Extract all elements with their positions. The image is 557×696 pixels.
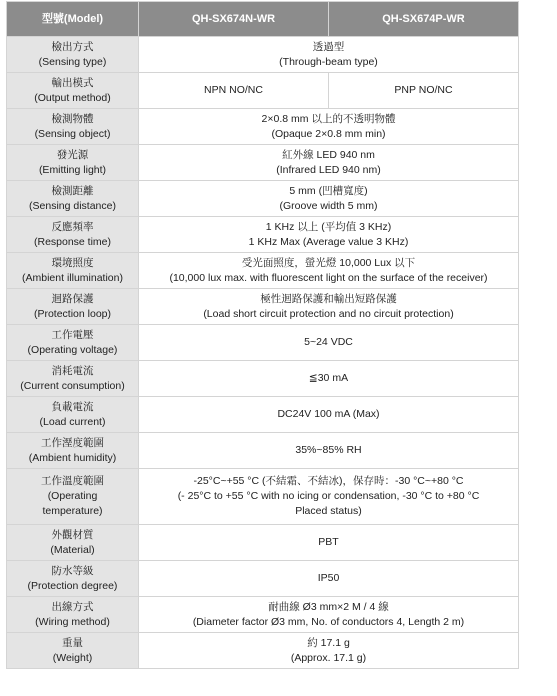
row-material xyxy=(7,525,519,561)
pnp-output-value: PNP NO/NC xyxy=(329,73,519,109)
spec-label xyxy=(7,217,139,253)
label-en: (Protection degree) xyxy=(27,579,118,592)
spec-value xyxy=(139,37,519,73)
value-en: (Diameter factor Ø3 mm, No. of conductors 4, Length 2 m) xyxy=(192,615,465,628)
spec-label xyxy=(7,561,139,597)
value-zh: 1 KHz 以上 (平均值 3 KHz) xyxy=(265,220,392,233)
label-en: (Protection loop) xyxy=(33,307,112,320)
row-protection-loop xyxy=(7,289,519,325)
value-zh: 紅外線 LED 940 nm xyxy=(282,148,375,161)
row-load-current xyxy=(7,397,519,433)
spec-label xyxy=(7,109,139,145)
spec-value: 5~24 VDC xyxy=(139,325,519,361)
spec-label xyxy=(7,145,139,181)
row-current-consumption xyxy=(7,361,519,397)
label-en: (Wiring method) xyxy=(35,615,110,628)
label-zh: 輸出模式 xyxy=(51,76,94,89)
spec-value xyxy=(139,253,519,289)
value-zh: 耐曲線 Ø3 mm×2 M / 4 線 xyxy=(268,600,389,613)
spec-value: ≦30 mA xyxy=(139,361,519,397)
value-en: (Groove width 5 mm) xyxy=(279,199,378,212)
label-zh: 工作溼度範圍 xyxy=(41,436,104,449)
value-en: 1 KHz Max (Average value 3 KHz) xyxy=(248,235,409,248)
label-zh: 工作電壓 xyxy=(51,328,94,341)
value-zh: 2×0.8 mm 以上的不透明物體 xyxy=(261,112,396,125)
label-en: (Response time) xyxy=(33,235,112,248)
label-zh: 環境照度 xyxy=(51,256,94,269)
value-en: (Infrared LED 940 nm) xyxy=(276,163,381,176)
row-weight xyxy=(7,633,519,669)
value-en: (- 25°C to +55 °C with no icing or condensation, -30 °C to +80 °C xyxy=(177,490,480,502)
spec-value: 35%~85% RH xyxy=(139,433,519,469)
label-zh: 檢測距離 xyxy=(51,184,94,197)
label-en: (Load current) xyxy=(39,415,106,428)
label-zh: 外觀材質 xyxy=(51,528,94,541)
label-en: (Ambient illumination) xyxy=(22,271,123,284)
value-en: (Opaque 2×0.8 mm min) xyxy=(271,127,386,140)
value-zh: 約 17.1 g xyxy=(307,636,350,649)
value-zh: -25°C~+55 °C (不結霜、不結冰)，保存時：-30 °C~+80 °C xyxy=(193,475,464,487)
value-zh: 5 mm (凹槽寬度) xyxy=(289,184,368,197)
spec-table xyxy=(6,1,519,669)
label-en: (Operating voltage) xyxy=(27,343,118,356)
row-ambient-humidity xyxy=(7,433,519,469)
value-zh: 極性迴路保護和輸出短路保護 xyxy=(260,292,397,305)
spec-label xyxy=(7,289,139,325)
label-zh: 檢出方式 xyxy=(51,40,94,53)
label-en: (Material) xyxy=(50,543,95,556)
label-en: (Emitting light) xyxy=(38,163,107,176)
row-operating-temperature xyxy=(7,469,519,525)
spec-label xyxy=(7,633,139,669)
label-en: (Sensing distance) xyxy=(29,199,116,212)
row-ambient-illumination xyxy=(7,253,519,289)
spec-label xyxy=(7,469,139,525)
label-zh: 迴路保護 xyxy=(51,292,94,305)
label-en: (Current consumption) xyxy=(20,379,125,392)
spec-label xyxy=(7,37,139,73)
label-zh: 發光源 xyxy=(56,148,89,161)
row-output-method xyxy=(7,73,519,109)
label-zh: 重量 xyxy=(62,636,83,649)
label-zh: 工作溫度範圍 xyxy=(41,475,104,487)
spec-value xyxy=(139,469,519,525)
value-zh: 透過型 xyxy=(312,40,345,53)
value-en: (Through-beam type) xyxy=(279,55,378,68)
row-operating-voltage xyxy=(7,325,519,361)
label-en: (Output method) xyxy=(34,91,111,104)
label-zh: 出線方式 xyxy=(51,600,94,613)
spec-value xyxy=(139,597,519,633)
npn-output-value: NPN NO/NC xyxy=(139,73,329,109)
row-sensing-object xyxy=(7,109,519,145)
header-row xyxy=(7,2,519,37)
model-header: 型號(Model) xyxy=(7,2,139,37)
spec-value xyxy=(139,109,519,145)
value-en: (Approx. 17.1 g) xyxy=(290,651,367,664)
row-sensing-type xyxy=(7,37,519,73)
spec-value xyxy=(139,181,519,217)
label-en: (Sensing object) xyxy=(34,127,111,140)
row-response-time xyxy=(7,217,519,253)
label-zh: 防水等級 xyxy=(51,564,94,577)
label-en-cont: temperature) xyxy=(42,505,103,517)
spec-value xyxy=(139,289,519,325)
label-zh: 反應頻率 xyxy=(51,220,94,233)
row-wiring-method xyxy=(7,597,519,633)
spec-label xyxy=(7,361,139,397)
label-zh: 消耗電流 xyxy=(51,364,94,377)
spec-label xyxy=(7,181,139,217)
spec-label xyxy=(7,397,139,433)
spec-label xyxy=(7,433,139,469)
label-en: (Ambient humidity) xyxy=(28,451,117,464)
label-en: (Weight) xyxy=(52,651,93,664)
row-sensing-distance xyxy=(7,181,519,217)
label-en: (Operating xyxy=(47,490,98,502)
spec-label xyxy=(7,253,139,289)
spec-value xyxy=(139,145,519,181)
spec-label xyxy=(7,73,139,109)
spec-label xyxy=(7,325,139,361)
value-en: (10,000 lux max. with fluorescent light on the surface of the receiver) xyxy=(169,271,488,284)
spec-label xyxy=(7,597,139,633)
label-en: (Sensing type) xyxy=(38,55,107,68)
model-pnp-header: QH-SX674P-WR xyxy=(329,2,519,37)
value-en-cont: Placed status) xyxy=(295,505,362,517)
value-zh: 受光面照度，螢光燈 10,000 Lux 以下 xyxy=(241,256,416,269)
label-zh: 負載電流 xyxy=(51,400,94,413)
value-en: (Load short circuit protection and no circuit protection) xyxy=(203,307,454,320)
row-emitting-light xyxy=(7,145,519,181)
spec-label xyxy=(7,525,139,561)
spec-value xyxy=(139,633,519,669)
spec-value: PBT xyxy=(139,525,519,561)
label-zh: 檢測物體 xyxy=(51,112,94,125)
spec-value: DC24V 100 mA (Max) xyxy=(139,397,519,433)
spec-value xyxy=(139,217,519,253)
spec-value: IP50 xyxy=(139,561,519,597)
model-npn-header: QH-SX674N-WR xyxy=(139,2,329,37)
row-protection-degree xyxy=(7,561,519,597)
